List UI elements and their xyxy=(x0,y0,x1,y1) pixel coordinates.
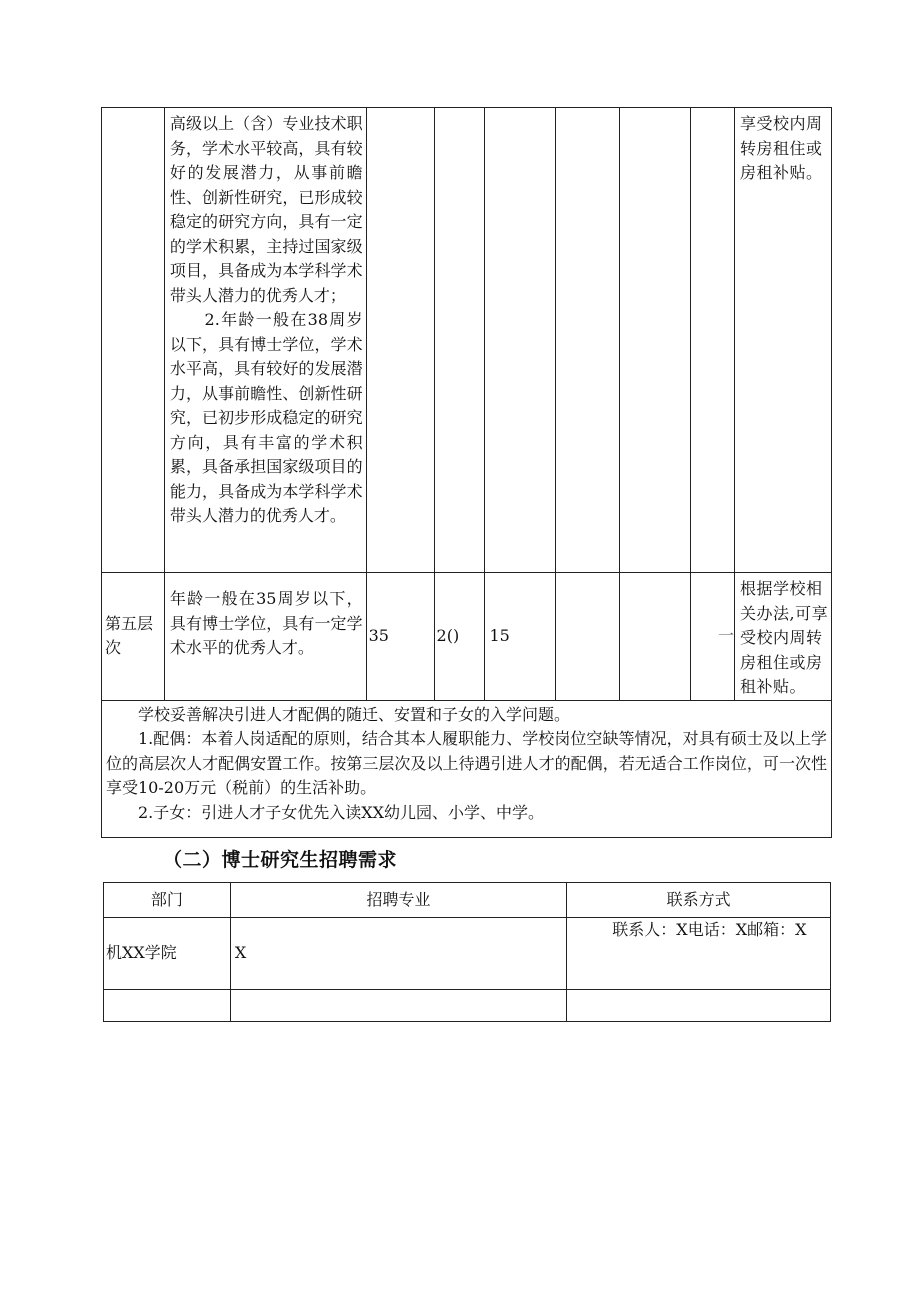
table-cell: 2() xyxy=(434,573,485,701)
table-cell xyxy=(366,108,434,573)
table-cell xyxy=(567,990,831,1022)
level-cell xyxy=(102,108,165,573)
major-cell: X xyxy=(230,918,566,990)
table-cell xyxy=(620,108,691,573)
note-paragraph: 1.配偶：本着人岗适配的原则，结合其本人履职能力、学校岗位空缺等情况，对具有硕士及以上学位的高层次人才配偶安置工作。按第三层次及以上待遇引进人才的配偶，若无适合工作岗位，可一次性享受10-20万元（税前）的生活补助。 xyxy=(106,729,827,797)
phd-recruitment-table xyxy=(103,882,831,1022)
requirement-description: 高级以上（含）专业技术职务，学术水平较高，具有较好的发展潜力，从事前瞻性、创新性研究，已形成较稳定的研究方向，具有一定的学术积累，主持过国家级项目，具备成为本学科学术带头人潜力的优秀人才； 2.年龄一般在38周岁以下，具有博士学位，学术水平高，具有较好的发展潜力，从事前瞻性、创新性研究，已初步形成稳定的研究方向，具有丰富的学术积累，具备承担国家级项目的能力，具备成为本学科学术带头人潜力的优秀人才。 xyxy=(164,108,366,573)
table-cell xyxy=(691,108,735,573)
table-cell xyxy=(485,108,556,573)
column-header: 联系方式 xyxy=(567,883,831,918)
table-cell xyxy=(230,990,566,1022)
notes-cell xyxy=(102,700,832,837)
table-row xyxy=(104,918,831,990)
department-cell: 机XX学院 xyxy=(104,918,231,990)
section-heading: （二）博士研究生招聘需求 xyxy=(163,849,398,871)
table-cell xyxy=(434,108,485,573)
notes-row xyxy=(102,700,832,837)
table-cell xyxy=(104,990,231,1022)
note-paragraph: 2.子女：引进人才子女优先入读XX幼儿园、小学、中学。 xyxy=(138,802,545,822)
table-cell xyxy=(556,573,620,701)
table-cell: 一 xyxy=(691,573,735,701)
table-cell: 15 xyxy=(485,573,556,701)
table-cell xyxy=(556,108,620,573)
benefit-cell: 享受校内周转房租住或房租补贴。 xyxy=(735,108,832,573)
level-cell: 第五层次 xyxy=(102,573,165,701)
talent-requirements-table xyxy=(101,107,832,838)
contact-cell: 联系人：X电话：X邮箱：X xyxy=(567,918,831,990)
requirement-description: 年龄一般在35周岁以下，具有博士学位，具有一定学术水平的优秀人才。 xyxy=(164,573,366,701)
column-header: 部门 xyxy=(104,883,231,918)
note-paragraph: 学校妥善解决引进人才配偶的随迁、安置和子女的入学问题。 xyxy=(138,704,571,724)
table-row xyxy=(102,573,832,701)
table-row xyxy=(104,990,831,1022)
table-row xyxy=(102,108,832,573)
table-cell xyxy=(620,573,691,701)
table-header-row xyxy=(104,883,831,918)
table-cell: 35 xyxy=(366,573,434,701)
column-header: 招聘专业 xyxy=(230,883,566,918)
benefit-cell: 根据学校相关办法,可享受校内周转房租住或房租补贴。 xyxy=(735,573,832,701)
